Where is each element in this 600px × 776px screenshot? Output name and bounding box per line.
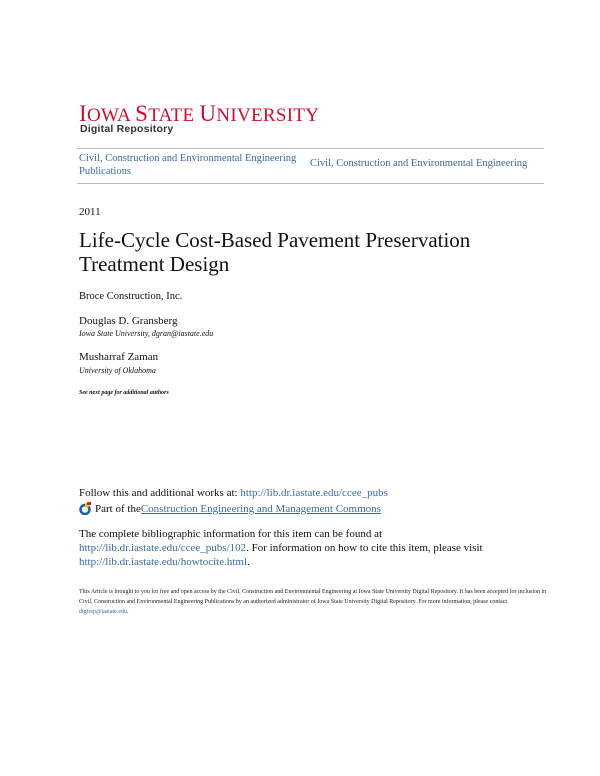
series-link-department[interactable]: Civil, Construction and Environmental Engineering [310,158,528,169]
publication-year: 2011 [79,206,101,218]
author-email: dgran@iastate.edu [151,329,214,338]
follow-line: Follow this and additional works at: http://lib.dr.iastate.edu/ccee_pubs [79,487,388,499]
citation-url-link[interactable]: http://lib.dr.iastate.edu/ccee_pubs/102 [79,542,247,554]
howtocite-link[interactable]: http://lib.dr.iastate.edu/howtocite.html [79,556,248,568]
citation-info: The complete bibliographic information for this item can be found at http://lib.dr.iastate.edu/ccee_pubs/102. For information on how to cite this item, please visit http://lib.dr.iastate.edu/howtocite.html. [79,528,483,568]
commons-link[interactable]: Construction Engineering and Management Commons [140,502,381,515]
author-affiliation: Iowa State University, dgran@iastate.edu [79,329,214,338]
bepress-commons-icon [79,502,92,515]
author-name: Douglas D. Gransberg [79,315,178,327]
university-logo-title: IOWA STATE UNIVERSITY [79,101,320,126]
author-name: Musharraf Zaman [79,351,159,363]
author-affiliation: University of Oklahoma [79,366,156,375]
series-link-publications[interactable]: Civil, Construction and Environmental Engineering Publications [79,153,297,177]
follow-url-link[interactable]: http://lib.dr.iastate.edu/ccee_pubs [240,487,388,499]
footer-notice: This Article is brought to you for free and open access by the Civil, Construction and Environmental Engineering at Iowa State University Digital Repository. It has been accepted for inclusion in Civil, Construction and Environmental Engineering Publications by an authorized administrator of Iowa State University Digital Repository. For more information, please contact digirep@iastate.edu. [79,589,547,615]
document-title: Life-Cycle Cost-Based Pavement Preservation Treatment Design [79,228,471,276]
series-bar [77,148,544,184]
part-of-line: Part of the Construction Engineering and Management Commons [79,502,381,515]
repository-subtitle: Digital Repository [80,123,174,135]
organization: Broce Construction, Inc. [79,291,183,302]
more-authors-note: See next page for additional authors [79,390,169,396]
contact-email-link[interactable]: digirep@iastate.edu [79,609,128,615]
